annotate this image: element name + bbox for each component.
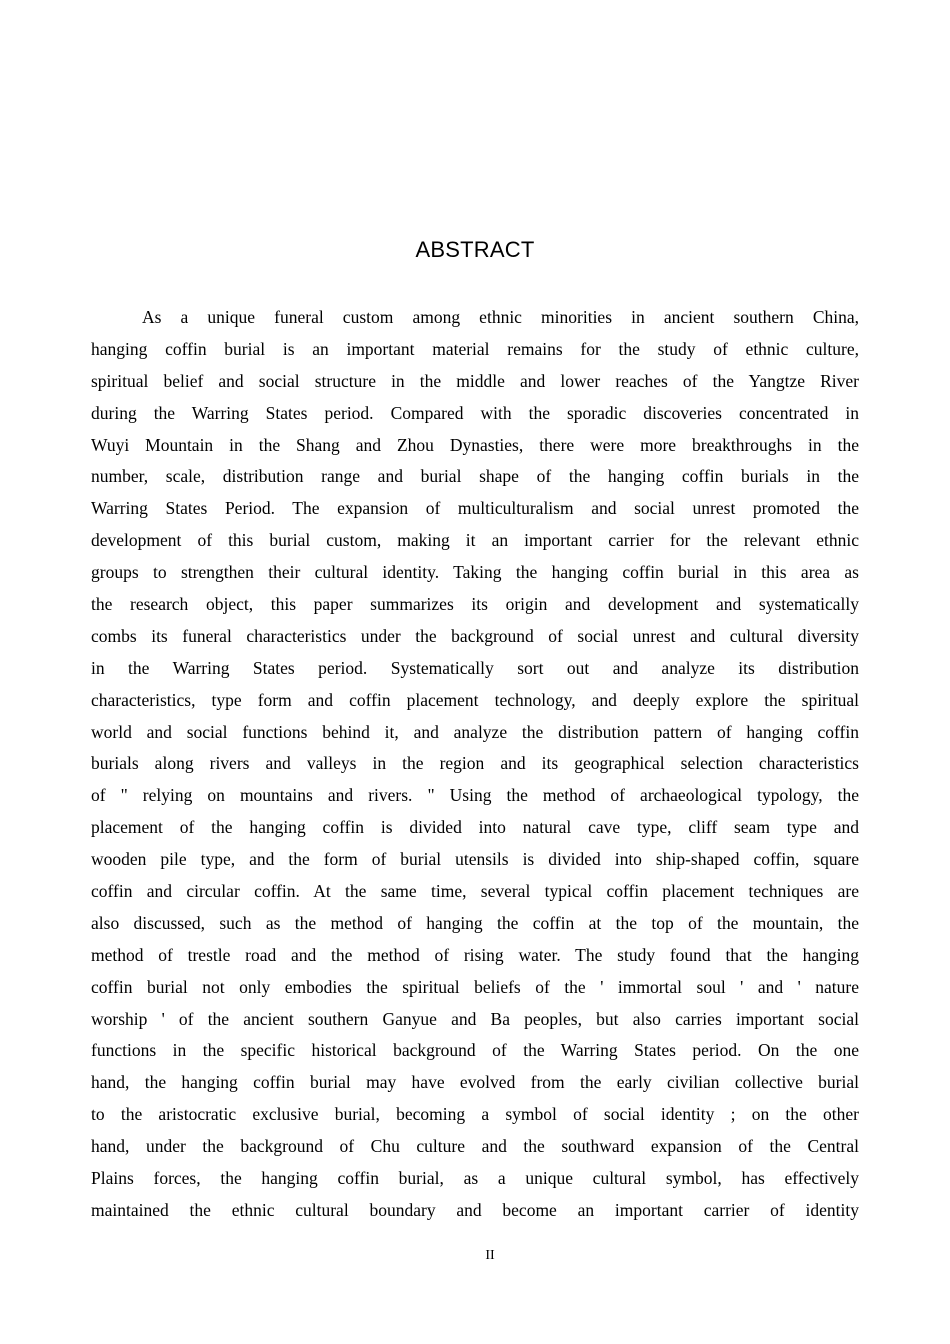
page-number: II: [485, 1248, 495, 1263]
abstract-line: during the Warring States period. Compared with the sporadic discoveries concentrated in: [91, 402, 859, 423]
abstract-line: coffin and circular coffin. At the same time, several typical coffin placement techniques are: [91, 881, 859, 902]
abstract-heading: ABSTRACT: [415, 237, 535, 262]
abstract-line: world and social functions behind it, and analyze the distribution pattern of hanging coffin: [91, 721, 859, 742]
abstract-line: As a unique funeral custom among ethnic minorities in ancient southern China,: [142, 307, 859, 327]
abstract-line: Wuyi Mountain in the Shang and Zhou Dynasties, there were more breakthroughs in the: [91, 434, 859, 455]
abstract-line: hanging coffin burial is an important material remains for the study of ethnic culture,: [91, 338, 859, 359]
abstract-line: placement of the hanging coffin is divided into natural cave type, cliff seam type and: [91, 817, 859, 838]
abstract-line: hand, the hanging coffin burial may have evolved from the early civilian collective burial: [91, 1072, 859, 1093]
abstract-line: maintained the ethnic cultural boundary and become an important carrier of identity: [91, 1199, 859, 1220]
abstract-line: the research object, this paper summarizes its origin and development and systematically: [91, 594, 859, 615]
abstract-line: combs its funeral characteristics under the background of social unrest and cultural diversity: [91, 625, 859, 646]
abstract-line: worship ' of the ancient southern Ganyue and Ba peoples, but also carries important social: [91, 1008, 859, 1029]
abstract-line: to the aristocratic exclusive burial, becoming a symbol of social identity ; on the other: [91, 1104, 859, 1125]
abstract-line: coffin burial not only embodies the spiritual beliefs of the ' immortal soul ' and ' nature: [91, 976, 859, 997]
abstract-line: burials along rivers and valleys in the region and its geographical selection characteristics: [91, 753, 859, 774]
abstract-line: spiritual belief and social structure in the middle and lower reaches of the Yangtze River: [91, 370, 859, 391]
abstract-line: in the Warring States period. Systematically sort out and analyze its distribution: [91, 657, 859, 678]
abstract-line: wooden pile type, and the form of burial utensils is divided into ship-shaped coffin, square: [91, 849, 859, 870]
abstract-line: number, scale, distribution range and burial shape of the hanging coffin burials in the: [91, 466, 859, 487]
abstract-line: hand, under the background of Chu culture and the southward expansion of the Central: [91, 1136, 859, 1157]
abstract-line: functions in the specific historical background of the Warring States period. On the one: [91, 1040, 859, 1061]
abstract-line: Warring States Period. The expansion of multiculturalism and social unrest promoted the: [91, 498, 859, 519]
abstract-line: characteristics, type form and coffin placement technology, and deeply explore the spiritual: [91, 689, 859, 710]
abstract-line: groups to strengthen their cultural identity. Taking the hanging coffin burial in this area as: [91, 562, 859, 583]
abstract-line: also discussed, such as the method of hanging the coffin at the top of the mountain, the: [91, 912, 859, 933]
abstract-body: [91, 302, 859, 1227]
abstract-line: Plains forces, the hanging coffin burial, as a unique cultural symbol, has effectively: [91, 1168, 859, 1189]
abstract-line: method of trestle road and the method of rising water. The study found that the hanging: [91, 944, 859, 965]
abstract-line: of " relying on mountains and rivers. " Using the method of archaeological typology, the: [91, 785, 859, 806]
abstract-line: development of this burial custom, making it an important carrier for the relevant ethnic: [91, 530, 859, 551]
